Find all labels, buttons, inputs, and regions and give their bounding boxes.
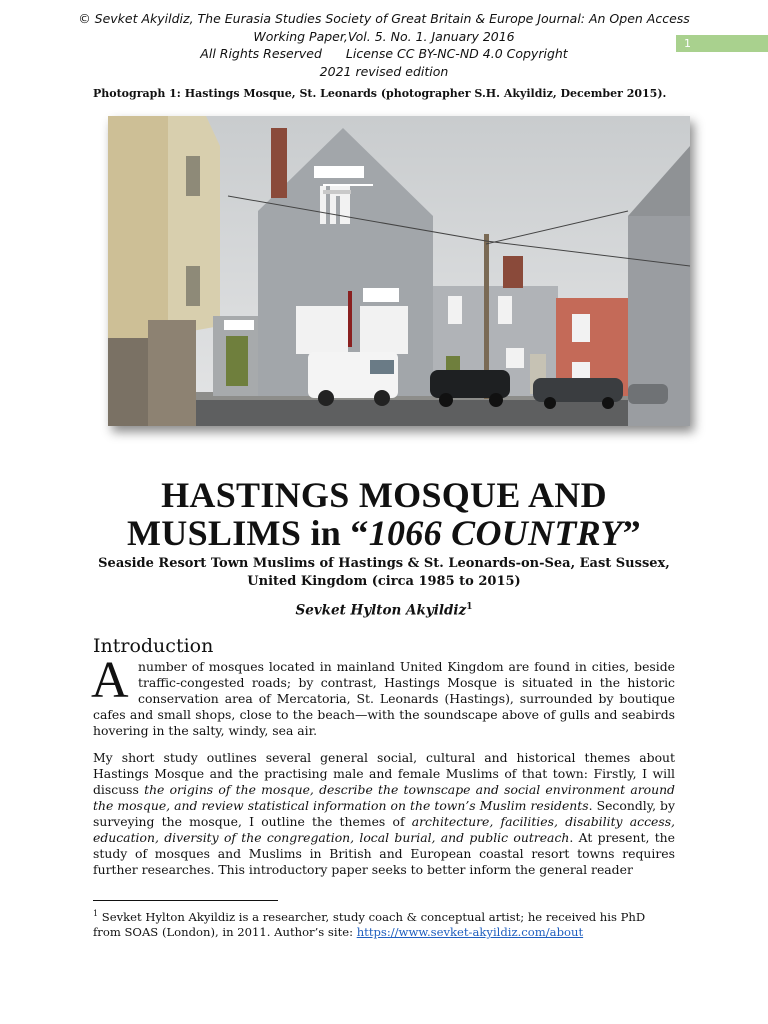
title-line-2-italic: 1066 COUNTRY — [368, 513, 623, 553]
title-line-2-suffix: ” — [622, 513, 641, 553]
paragraph-1-line: cafes and small shops, close to the beach—with the soundscape above of gulls and seabirds — [93, 707, 675, 722]
paragraph-2-text: . Secondly, by surveying the mosque, I outline the themes of — [93, 798, 675, 829]
intro-paragraph-1 — [93, 659, 675, 739]
photo-caption: Photograph 1: Hastings Mosque, St. Leonards (photographer S.H. Akyildiz, December 2015). — [93, 87, 667, 100]
paragraph-2-text: My short study outlines several general social, cultural and historical themes about Hastings Mosque and the practising male and female Muslims of that town: Firstly, I will discuss — [93, 750, 675, 797]
license-text: License CC BY-NC-ND 4.0 Copyright — [345, 46, 568, 61]
paragraph-1-line: number of mosques located in mainland United Kingdom are found in cities, beside — [138, 659, 675, 674]
author-line — [0, 602, 768, 619]
paragraph-1-line: traffic-congested roads; by contrast, Hastings Mosque is situated in the historic — [138, 675, 675, 690]
author-footnote-mark: 1 — [466, 602, 473, 612]
title-line-1: HASTINGS MOSQUE AND — [161, 475, 607, 515]
title-line-2 — [0, 514, 768, 552]
footnote-text: Sevket Hylton Akyildiz is a researcher, study coach & conceptual artist; he received his PhD from SOAS (London), in 2011. Author’s site: — [93, 909, 646, 940]
mosque-photograph — [108, 116, 690, 426]
paragraph-2-text: . At present, the study of mosques and Muslims in British and European coastal resort towns requires further researches. This introductory paper seeks to better inform the general reader — [93, 830, 675, 877]
section-heading: Introduction — [93, 635, 214, 657]
paragraph-2-emphasis: the origins of the mosque, describe the townscape and social environment around the mosque, and review statistical information on the town’s Muslim residents — [93, 782, 675, 813]
drop-cap: A — [91, 652, 129, 709]
paper-subtitle: Seaside Resort Town Muslims of Hastings & St. Leonards-on-Sea, East Sussex, United Kingdom (circa 1985 to 2015) — [98, 556, 670, 589]
author-name: Sevket Hylton Akyildiz — [295, 602, 467, 619]
header-line-1: © Sevket Akyildiz, The Eurasia Studies Society of Great Britain & Europe Journal: An Open Access — [78, 11, 690, 26]
paragraph-1-line: hovering in the salty, windy, sea air. — [93, 723, 318, 738]
page-number: 1 — [676, 35, 768, 52]
journal-header — [0, 10, 768, 80]
header-line-4: 2021 revised edition — [319, 63, 449, 79]
header-line-3 — [0, 45, 768, 63]
header-line-2: Working Paper,Vol. 5. No. 1. January 2016 — [253, 28, 515, 44]
author-site-link[interactable]: https://www.sevket-akyildiz.com/about — [356, 925, 584, 940]
paper-title — [0, 476, 768, 552]
footnote-divider — [93, 900, 278, 901]
footnote-mark: 1 — [93, 909, 99, 918]
paragraph-1-line: conservation area of Mercatoria, St. Leonards (Hastings), surrounded by boutique — [138, 691, 675, 706]
intro-paragraph-2 — [93, 750, 675, 878]
title-line-2-prefix: MUSLIMS in “ — [127, 513, 369, 553]
footnote — [93, 906, 675, 941]
mosque-photo-image — [108, 116, 690, 426]
rights-text: All Rights Reserved — [200, 46, 322, 61]
paragraph-2-emphasis: architecture, facilities, disability access, education, diversity of the congregation, local burial, and public outreach — [93, 814, 675, 845]
